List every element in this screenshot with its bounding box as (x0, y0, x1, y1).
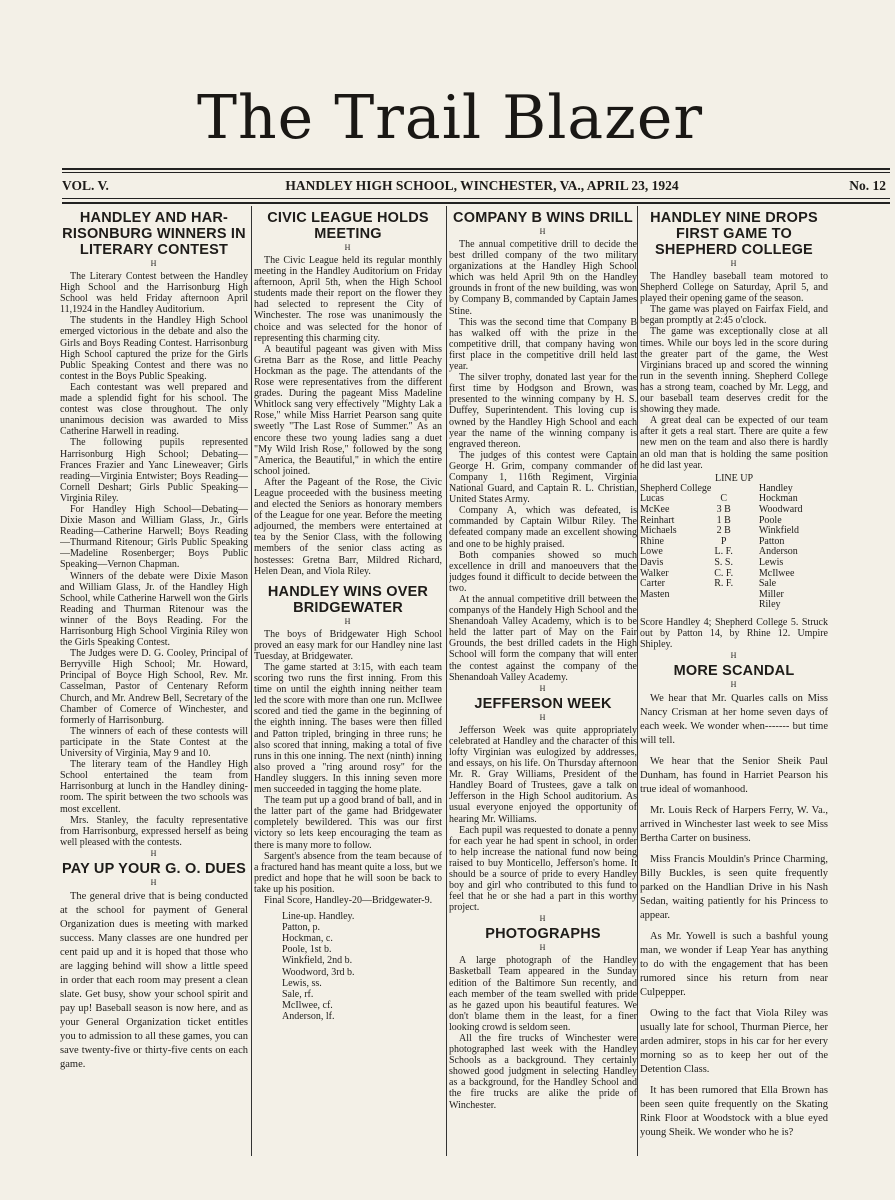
headline: PAY UP YOUR G. O. DUES (61, 860, 247, 877)
lineup-row (640, 600, 828, 611)
lineup-row (640, 526, 828, 537)
school-dateline: HANDLEY HIGH SCHOOL, WINCHESTER, VA., APRIL 23, 1924 (285, 178, 679, 193)
column-divider-1 (251, 206, 252, 1156)
paragraph: The team put up a good brand of ball, and in the latter part of the game had Bridgewater completely bewildered. This was our first victory so lets keep encouraging the team as there is many more to follow. (254, 795, 442, 851)
lineup-row (640, 547, 828, 558)
paragraph: Mrs. Stanley, the faculty representative from Harrisonburg, expressed herself as being well pleased with the contests. (60, 814, 248, 848)
lineup-shepherd-player: Lucas (640, 493, 664, 505)
issue-number: No. 12 (849, 178, 886, 193)
paragraph: All the fire trucks of Winchester were photographed last week with the Handley Schools as a background. They certainly showed good judgment in selecting Handley as a background, for the Handley School and the fire trucks are alike the pride of Winchester. (449, 1033, 637, 1111)
masthead-rule-top (62, 168, 890, 170)
paragraph: The Literary Contest between the Handley High School and the Harrisonburg High School was held Friday afternoon April 11,1924 in the Handley Auditorium. (60, 271, 248, 316)
lineup-header-right: Handley (758, 482, 793, 494)
separator: H (150, 877, 158, 887)
lineup-title: LINE UP (714, 472, 754, 484)
lineup-shepherd-player: Michaels (640, 525, 677, 537)
paragraph: The Civic League held its regular monthly meeting in the Handley Auditorium on Friday afternoon, April 5th, when the High School students made their report on the flower they had selected to represent the City of Winchester. The rose was unanimously the choice and was selected for the honor of representing this charming city. (254, 255, 442, 344)
paragraph: After the Pageant of the Rose, the Civic League proceeded with the business meeting and elected the Seniors as honorary members of the League for one year. Before the meeting adjourned, the members were entertained at tea by the Senior Class, with the following members of the senior class acting as hostesses: Gretna Barr, Mildred Richard, Helen Dean, and Viola Riley. (254, 476, 442, 577)
paragraph: Owing to the fact that Viola Riley was usually late for school, Thurman Pierce, her arden admirer, stops in his car for her every morning so as to keep her out of the Detention Class. (640, 1008, 828, 1076)
article-separator: H (730, 651, 738, 661)
lineup-position: C (720, 493, 727, 505)
paragraph: A large photograph of the Handley Basketball Team appeared in the Sunday edition of the Baltimore Sun recently, and each member of the team swelled with pride as he gazed upon his beautiful features. We don't blame them in the least, for a finer looking crowd is seldom seen. (449, 955, 637, 1033)
paragraph: The annual competitive drill to decide the best drilled company of the two military organizations at the Handley High School which was held April 9th on the Handley grounds in front of the new building, was won by Company B, commanded by Captain James Stine. (449, 239, 637, 317)
paragraph: A beautiful pageant was given with Miss Gretna Barr as the Rose, and little Peachy Hockman as the page. The attendants of the Rose were representatives from the different grades. During the pageant Miss Madeline Whitlock sang very effectively "Mighty Lak a Rose," while Miss Harriet Pearson sang quite sweetly "The Last Rose of Summer." As an encore these two young ladies sang a duet "My Wild Irish Rose," followed by the song "America, the Beautiful," in which the entire school joined. (254, 343, 442, 477)
paragraph: The following pupils represented Harrisonburg High School; Debating—Frances Frazier and Yanc Lineweaver; Girls reading—Virginia Entwister; Boys Reading—Cornell Deshart; Girls Public Speaking—Virginia Riley. (60, 437, 248, 504)
paragraph: This was the second time that Company B has walked off with the prize in the competitive drill, that company having won first place in the competitive drill held last year. (449, 316, 637, 373)
dateline-rule-thin (62, 198, 890, 199)
article-more-scandal (640, 663, 828, 1140)
lineup-position: 3 B (716, 503, 731, 515)
column-1 (60, 210, 248, 1185)
headline: COMPANY B WINS DRILL (453, 210, 633, 226)
lineup-handley-player: Hockman (758, 493, 798, 505)
paragraph: Miss Francis Mouldin's Prince Charming, Billy Buckles, is seen quite frequently parked on the Handlian Drive in his Nash Sedan, waiting patiently for his Princess to appear. (640, 854, 828, 922)
lineup-position: 2 B (716, 525, 731, 537)
paragraph: The game started at 3:15, with each team scoring two runs the first inning. From this time on until the eighth inning neither team led the score with more than one run. McIlwee scored and tied the game in the beginning of the eighth inning. The bases were then filled and Patton tripled, bringing in three runs; he also scored that inning, making a total of five runs in this one inning. The next (ninth) inning also proved a "ring around rosy" for the Handley sluggers. In this inning seven more men succeeded in tagging the home plate. (254, 662, 442, 796)
score-line: Score Handley 4; Shepherd College 5. Struck out by Patton 14, by Rhine 12. Umpire Shipley. (640, 616, 828, 651)
lineup-handley-player: Lewis (758, 556, 784, 568)
article-go-dues (60, 861, 248, 1072)
article-literary-contest (60, 210, 248, 848)
lineup-row (640, 537, 828, 548)
lineup-position: L. F. (714, 546, 733, 558)
separator: H (344, 616, 352, 626)
separator: H (730, 680, 738, 690)
lineup-handley-player: Woodward (758, 503, 803, 515)
lineup-position: 1 B (716, 514, 731, 526)
article-shepherd-college (640, 210, 828, 650)
article-company-b (449, 210, 637, 683)
masthead-title: The Trail Blazer (196, 83, 704, 153)
lineup-shepherd-player: Masten (640, 588, 670, 600)
separator: H (344, 243, 352, 252)
headline: HANDLEY NINE DROPS FIRST GAME TO SHEPHERD COLLEGE (650, 210, 818, 258)
paragraph: The winners of each of these contests will participate in the State Contest at the University of Virginia, May 9 and 10. (60, 725, 248, 760)
separator: H (539, 712, 547, 722)
lineup-position (706, 600, 740, 611)
lineup-line: Sale, rf. (282, 988, 314, 1000)
paragraph: Mr. Louis Reck of Harpers Ferry, W. Va., arrived in Winchester last week to see Miss Bertha Carter on business. (640, 805, 828, 845)
headline: PHOTOGRAPHS (485, 926, 601, 943)
headline: JEFFERSON WEEK (474, 695, 612, 712)
paragraph: The Handley baseball team motored to Shepherd College on Saturday, April 5, and played their opening game of the season. (640, 271, 828, 305)
headline: HANDLEY WINS OVER BRIDGEWATER (267, 583, 429, 616)
lineup-shepherd-player: Reinhart (640, 514, 675, 526)
separator: H (539, 943, 547, 953)
lineup-line: Anderson, lf. (282, 1010, 335, 1022)
lineup-shepherd-player: Rhine (640, 535, 664, 547)
column-4 (640, 210, 828, 1185)
paragraph: As Mr. Yowell is such a bashful young man, we wonder if Leap Year has anything to do with the engagement that has been rumored since his return from near Culpepper. (640, 931, 828, 999)
lineup-handley-player: Poole (758, 514, 782, 526)
column-divider-2 (446, 206, 447, 1156)
headline: HANDLEY AND HAR-RISONBURG WINNERS IN LITERARY CONTEST (62, 210, 246, 258)
lineup-line: Winkfield, 2nd b. (282, 955, 353, 967)
paragraph: The literary team of the Handley High School entertained the team from Harrisonburg at lunch in the Handley dining-room. The spirit between the two schools was most excellent. (60, 759, 248, 815)
lineup-handley-player: Winkfield (758, 525, 800, 537)
paragraph: We hear that Mr. Quarles calls on Miss Nancy Crisman at her home seven days of each week. We wonder when------- but time will tell. (640, 693, 828, 747)
lineup-position: R. F. (714, 578, 734, 590)
lineup-header-left: Shepherd College (640, 482, 712, 494)
paragraph: The silver trophy, donated last year for the first time by Hodgson and Brown, was presented to the winning company by H. S. Duffey, Superintendent. This loving cup is owned by the Handley High School and each year the name of the winning company is engraved thereon. (449, 372, 637, 450)
separator: H (730, 259, 738, 268)
paragraph: It has been rumored that Ella Brown has been seen quite frequently on the Skating Rink Floor at Woodstock with a blue eyed young Sheik. We wonder who he is? (640, 1085, 828, 1139)
lineup-row (640, 569, 828, 580)
lineup-handley-player: Sale (758, 578, 777, 590)
lineup-shepherd-player (640, 600, 706, 611)
column-3 (449, 210, 637, 1185)
paragraph: Sargent's absence from the team because of a fractured hand has meant quite a loss, but we predict and hope that he will soon be back to take up his position. (254, 850, 442, 895)
paragraph: A great deal can be expected of our team after it gets a real start. There are quite a few new men on the team and also there is hardly an old man that is holding the same position he did last year. (640, 415, 828, 471)
paragraph: Each contestant was well prepared and made a splendid fight for his school. The contest was close throughout. The only unanimous decision was awarded to Miss Catherine Harwell in reading. (60, 381, 248, 438)
lineup-line: Poole, 1st b. (282, 944, 332, 956)
lineup-handley-player: McIlwee (758, 567, 795, 579)
lineup-handley-player: Patton (758, 535, 785, 547)
lineup-row (640, 590, 828, 601)
paragraph: We hear that the Senior Sheik Paul Dunham, has found in Harriet Pearson his true ideal of womanhood. (640, 756, 828, 796)
lineup-header-row (640, 484, 828, 495)
article-separator: H (150, 848, 158, 858)
separator: H (150, 259, 158, 268)
lineup-table (640, 484, 828, 611)
lineup-line: Woodword, 3rd b. (282, 966, 355, 978)
article-separator: H (539, 683, 547, 693)
lineup-line: Patton, p. (282, 922, 321, 934)
paragraph: Winners of the debate were Dixie Mason and William Glass, Jr. of the Handley High School, while Catherine Harwell won the Girls Reading and Thurman Ritenour was the winner of the Boys Reading. For the Harrisonburg High School Virginia Riley won the Girls Speaking Contest. (60, 570, 248, 649)
dateline-rule-bottom (62, 202, 890, 204)
article-civic-league (254, 210, 442, 577)
lineup-shepherd-player: Carter (640, 578, 665, 590)
paragraph: Company A, which was defeated, is commanded by Captain Wilbur Riley. The defeated company made an excellent showing and one to be highly praised. (449, 505, 637, 550)
lineup-handley-player: Miller (758, 588, 784, 600)
article-bridgewater (254, 584, 442, 1022)
paragraph: At the annual competitive drill between the companys of the Handely High School and the Shenandoah Valley Academy, which is to be held the latter part of May on the Fair Grounds, the best drilled cadets in the High School will form the company that will enter the contest against the company of the Shenandoah Valley Academy. (449, 594, 637, 683)
paragraph: For Handley High School—Debating—Dixie Mason and William Glass, Jr., Girls Reading—Catherine Harwell; Boys Reading—Thurmand Ritenour; Girls Public Speaking—Madeline Rosenberger; Boys Public Speaking—Vernon Chapman. (60, 503, 248, 571)
lineup-position (706, 590, 740, 601)
article-photographs (449, 926, 637, 1110)
lineup-position: S. S. (714, 556, 733, 568)
paragraph: The judges of this contest were Captain George H. Grim, company commander of Company 1, 116th Regiment, Virginia National Guard, and Captain R. L. Christian, United States Army. (449, 449, 637, 506)
lineup-handley-player: Riley (758, 599, 781, 611)
lineup-row (640, 505, 828, 516)
masthead-rule-top-thin (62, 172, 890, 173)
lineup-row (640, 558, 828, 569)
lineup-line: Lewis, ss. (282, 977, 322, 989)
paragraph: The boys of Bridgewater High School proved an easy mark for our Handley nine last Tuesday, at Bridgewater. (254, 628, 442, 662)
paragraph: Each pupil was requested to donate a penny for each year he had spent in school, in order to help increase the national fund now being raised to buy Monticello, Jefferson's home. It should be a source of pride to every Handley boy and girl who contributed to this fund to feel that he or she had a part in this worthy project. (449, 824, 637, 914)
headline: CIVIC LEAGUE HOLDS MEETING (267, 210, 429, 242)
dateline (62, 178, 890, 196)
lineup-line: Hockman, c. (282, 933, 333, 945)
paragraph: The general drive that is being conducted at the school for payment of General Organization dues is meeting with marked success. Many classes are one hundred per cent paid up and it is hoped that those who are lagging behind will show a little speed in order that each room may present a clean slate. Get busy, show your school spirit and pay up! Baseball season is now here, and as your General Organization ticket entitles you to admission to all these games, you can save twenty-five or thirty-five cents on each game. (60, 890, 248, 1070)
volume-label: VOL. V. (62, 178, 109, 193)
paragraph: The game was played on Fairfax Field, and began promptly at 2:45 o'clock. (640, 304, 828, 327)
paragraph: The Judges were D. G. Cooley, Principal of Berryville High School; Mr. Howard, Principal of Boyce High School, Rev. Mr. Casselman, Pastor of Centenary Reform Church, and Mr. Andrew Bell, Secretary of the Chamber of Comerce of Winchester, and formerly of Harrisonburg. (60, 648, 248, 726)
lineup-shepherd-player: Lowe (640, 546, 663, 558)
lineup-line: McIlwee, cf. (282, 999, 333, 1011)
headline: MORE SCANDAL (673, 663, 795, 680)
paragraph: The students in the Handley High School emerged victorious in the debate and also the Girls and Boys Reading Contest. Harrisonburg High School captured the prize for the Girls Public Speaking Contest and there was no contest in the Boys Public Speaking. (60, 315, 248, 382)
column-2 (254, 210, 442, 1185)
paragraph: Jefferson Week was quite appropriately celebrated at Handley and the character of this lofty Virginian was eulogized by addresses, and essays, on his life. On Thursday afternoon Mr. R. Gray Williams, President of the Handley Board of Trustees, gave a talk on Jefferson in the High School auditorium. As usual everyone enjoyed the opportunity of hearing Mr. Williams. (449, 724, 637, 825)
lineup-position: C. F. (714, 567, 734, 579)
lineup-line: Line-up. Handley. (282, 911, 355, 923)
separator: H (539, 227, 547, 236)
paragraph: The game was exceptionally close at all times. While our boys led in the score during the greater part of the game, the West Virginians braced up and scored the winning run in the seventh inning. Shepherd College has a strong team, coached by Mr. Legg, and our baseball team deserves credit for the showing they made. (640, 326, 828, 416)
article-separator: H (539, 914, 547, 924)
article-jefferson-week (449, 696, 637, 914)
paragraph: Both companies showed so much excellence in drill and manoeuvers that the judges found it difficult to decide between the two. (449, 549, 637, 594)
lineup-shepherd-player: Walker (640, 567, 669, 579)
lineup-shepherd-player: Davis (640, 556, 664, 568)
lineup-shepherd-player: McKee (640, 503, 670, 515)
column-divider-3 (637, 206, 638, 1156)
lineup-handley-player: Anderson (758, 546, 798, 558)
lineup-position: P (720, 535, 727, 547)
paragraph: Final Score, Handley-20—Bridgewater-9. (264, 894, 433, 906)
